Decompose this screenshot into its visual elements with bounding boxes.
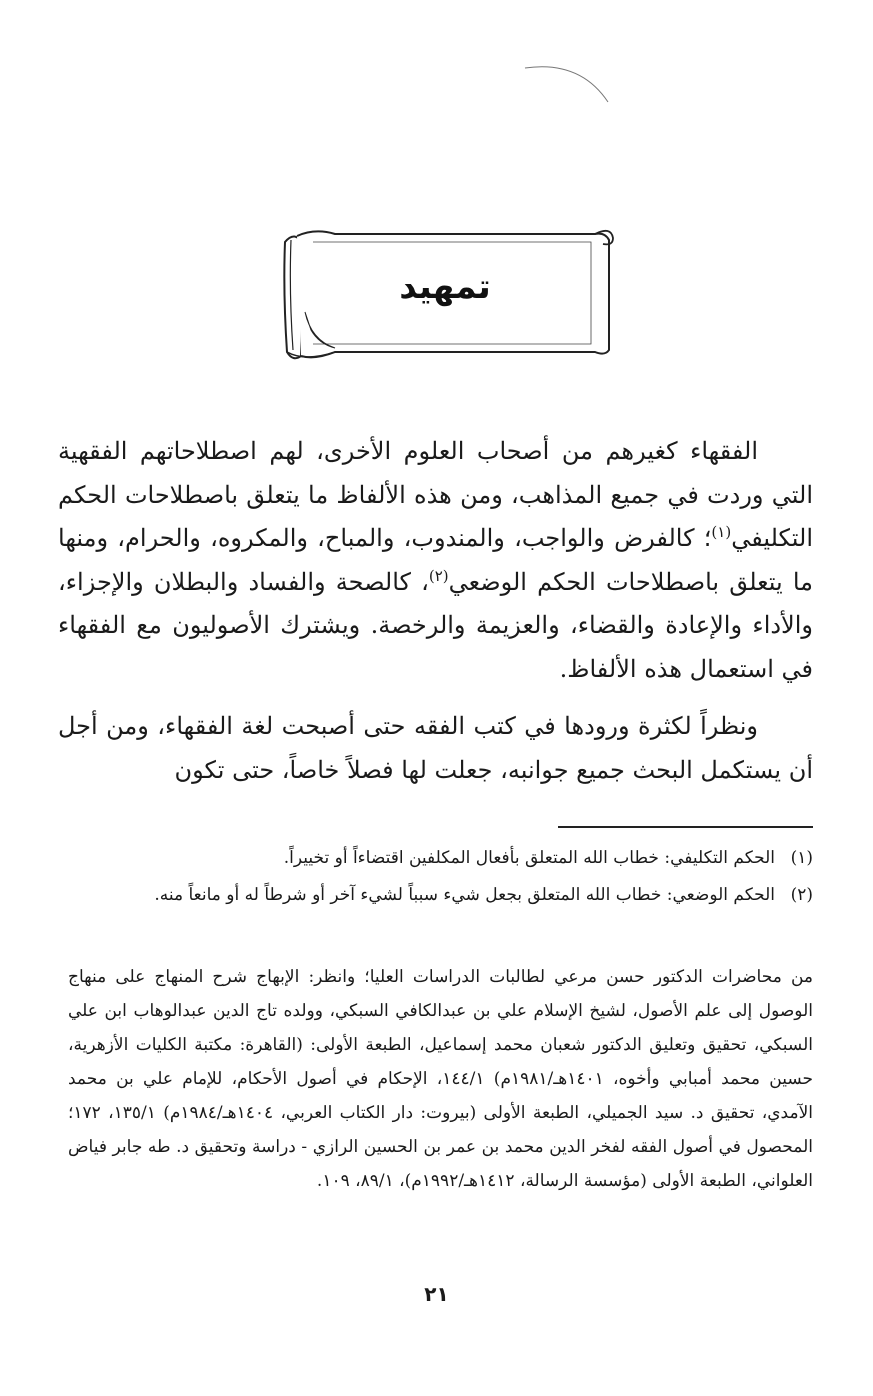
footnote-number: (٢)	[790, 885, 813, 905]
chapter-title: تمهيد	[399, 267, 491, 307]
footnote-ref-2: (٢)	[428, 566, 449, 585]
footnotes	[58, 842, 813, 916]
paragraph-1	[58, 430, 813, 691]
footnote-2	[58, 879, 813, 912]
footnote-1	[58, 842, 813, 875]
chapter-scroll-banner	[275, 222, 615, 362]
footnote-sources: من محاضرات الدكتور حسن مرعي لطالبات الدراسات العليا؛ وانظر: الإبهاج شرح المنهاج على منهاج الوصول إلى علم الأصول، لشيخ الإسلام علي بن عبدالكافي السبكي، وولده تاج الدين عبدالوهاب ابن علي السبكي، تحقيق وتعليق الدكتور شعبان محمد إسماعيل، الطبعة الأولى: (القاهرة: مكتبة الكليات الأزهرية، حسين محمد أمبابي وأخوه، ١٤٠١هـ/١٩٨١م) ١٤٤/١، الإحكام في أصول الأحكام، للإمام علي بن محمد الآمدي، تحقيق د. سيد الجميلي، الطبعة الأولى (بيروت: دار الكتاب العربي، ١٤٠٤هـ/١٩٨٤م) ١٣٥/١، ١٧٢؛ المحصول في أصول الفقه لفخر الدين محمد بن عمر بن الحسين الرازي - دراسة وتحقيق د. طه جابر فياض العلواني، الطبعة الأولى (مؤسسة الرسالة، ١٤١٢هـ/١٩٩٢م)، ٨٩/١، ١٠٩.	[68, 967, 814, 1191]
footnote-number: (١)	[790, 848, 813, 868]
page-corner-mark	[520, 60, 620, 110]
footnote-text: الحكم الوضعي: خطاب الله المتعلق بجعل شيء سبباً لشيء آخر أو شرطاً له أو مانعاً منه.	[154, 885, 775, 905]
footnote-text: الحكم التكليفي: خطاب الله المتعلق بأفعال المكلفين اقتضاءاً أو تخييراً.	[283, 848, 775, 868]
footnote-divider	[558, 826, 813, 828]
paragraph-1-part-a: الفقهاء كغيرهم من أصحاب العلوم الأخرى، لهم اصطلاحاتهم الفقهية التي وردت في جميع المذاهب، ومن هذه الألفاظ ما يتعلق باصطلاحات الحكم التكليفي	[58, 437, 813, 552]
paragraph-2: ونظراً لكثرة ورودها في كتب الفقه حتى أصبحت لغة الفقهاء، ومن أجل أن يستكمل البحث جميع جوانبه، جعلت لها فصلاً خاصاً، حتى تكون	[58, 712, 813, 784]
main-body-text	[58, 430, 813, 792]
page-number: ٢١	[424, 1282, 449, 1306]
footnote-ref-1: (١)	[711, 523, 732, 541]
paragraph-1-part-c: ، كالصحة والفساد والبطلان والإجزاء، والأداء والإعادة والقضاء، والعزيمة والرخصة. ويشترك الأصوليون مع الفقهاء في استعمال هذه الألفاظ.	[58, 567, 813, 683]
paragraph-1-part-b: ؛ كالفرض والواجب، والمندوب، والمباح، والمكروه، والحرام، ومنها ما يتعلق باصطلاحات الحكم الوضعي	[58, 524, 813, 596]
